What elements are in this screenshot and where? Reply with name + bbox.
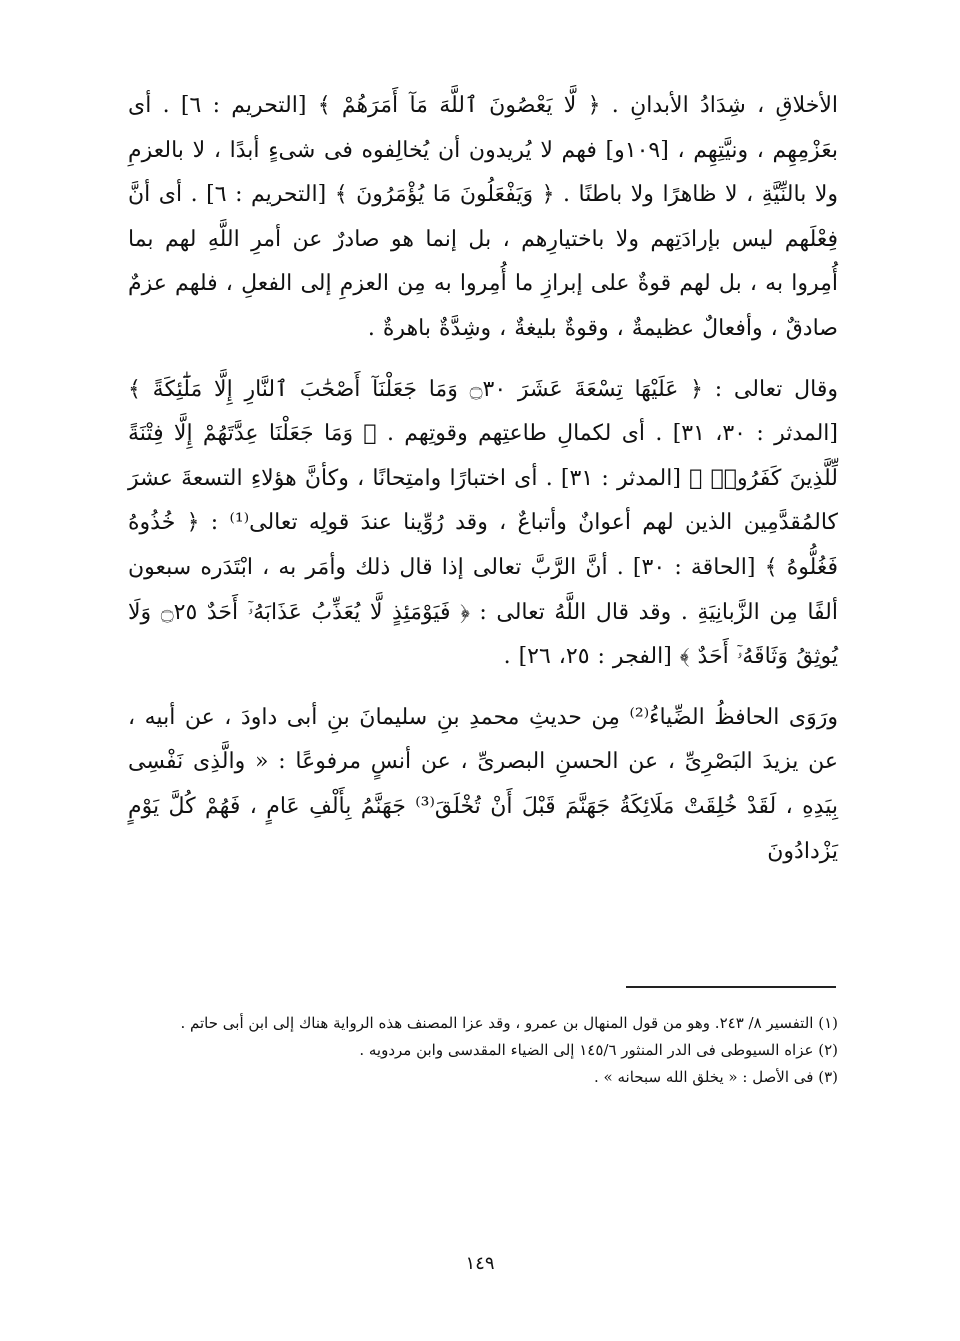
paragraph-1: الأخلاقِ ، شِدَادُ الأبدانِ . ﴿ لَّا يَعْصُونَ ٱللَّهَ مَآ أَمَرَهُمْ ﴾ [التحريم : ٦] . أى بعَزْمِهِم ، ونيَّتِهِم ، [١٠٩و] فهم لا يُريدون أن يُخالِفوه فى شىءٍ أبدًا ، لا بالعزمِ ولا بالنِّيَّةِ ، لا ظاهرًا ولا باطنًا . ﴿ وَيَفْعَلُونَ مَا يُؤْمَرُونَ ﴾ [التحريم : ٦] . أى أنَّ فِعْلَهم ليس بإرادَتِهم ولا باختيارِهم ، بل إنما هو صادرٌ عن أمرِ اللَّهِ لهم بما أُمِروا به ، بل لهم قوةٌ على إبرازِ ما أُمِروا به مِن العزمِ إلى الفعلِ ، فلهم عزمٌ صادقٌ ، وأفعالٌ عظيمةٌ ، وقوةٌ بليغةٌ ، وشِدَّةٌ باهرةٌ . [128,93,839,341]
paragraph-3: ورَوَى الحافظُ الضِّياءُ⁽²⁾ مِن حديثِ محمدِ بنِ سليمانَ بنِ أبى داودَ ، عن أبيه ، عن يزيدَ البَصْرِىِّ ، عن الحسنِ البصرىِّ ، عن أنسٍ مرفوعًا : « والَّذِى نَفْسِى بِيَدِهِ ، لَقَدْ خُلِقَتْ مَلَائِكَةُ جَهَنَّمَ قَبْلَ أَنْ تُخْلَقَ⁽³⁾ جَهَنَّمُ بِأَلْفِ عَامٍ ، فَهُمْ كُلَّ يَوْمٍ يَزْدادُونَ [128,704,838,864]
footnote-3: (٣) فى الأصل : « يخلق الله سبحانه » . [594,1068,838,1086]
page-number: ١٤٩ [465,1253,495,1274]
footnote-separator [626,986,836,988]
paragraph-2: وقال تعالى : ﴿ عَلَيْهَا تِسْعَةَ عَشَرَ ۝٣٠ وَمَا جَعَلْنَآ أَصْحَٰبَ ٱلنَّارِ إِلَّا مَلَٰٓئِكَةً ﴾ [المدثر : ٣٠، ٣١] . أى لكمالِ طاعتِهم وقوتِهم . ﴿ وَمَا جَعَلْنَا عِدَّتَهُمْ إِلَّا فِتْنَةً لِّلَّذِينَ كَفَرُوا۟ ﴾ [المدثر : ٣١] . أى اختبارًا وامتِحانًا ، وكأنَّ هؤلاءِ التسعةَ عشرَ كالمُقدَّمِين الذين لهم أعوانٌ وأتباعٌ ، وقد رُوِّينا عندَ قولِه تعالى⁽¹⁾ : ﴿ خُذُوهُ فَغُلُّوهُ ﴾ [الحاقة : ٣٠] . أنَّ الرَّبَّ تعالى إذا قال ذلك وأمَر به ، ابْتَدَره سبعون ألفًا مِن الزَّبانِيَةِ . وقد قال اللَّهُ تعالى : ﴿ فَيَوْمَئِذٍ لَّا يُعَذِّبُ عَذَابَهُۥٓ أَحَدٌ ۝٢٥ وَلَا يُوثِقُ وَثَاقَهُۥٓ أَحَدٌ ﴾ [الفجر : ٢٥، ٢٦] . [128,376,839,670]
main-text [128,84,838,874]
footnotes [128,1010,838,1091]
footnote-1: (١) التفسير ٨/ ٢٤٣. وهو من قول المنهال بن عمرو ، وقد عزا المصنف هذه الرواية هناك إلى ابن أبى حاتم . [180,1014,838,1032]
footnote-2: (٢) عزاه السيوطى فى الدر المنثور ١٤٥/٦ إلى الضياء المقدسى وابن مردويه . [359,1041,838,1059]
